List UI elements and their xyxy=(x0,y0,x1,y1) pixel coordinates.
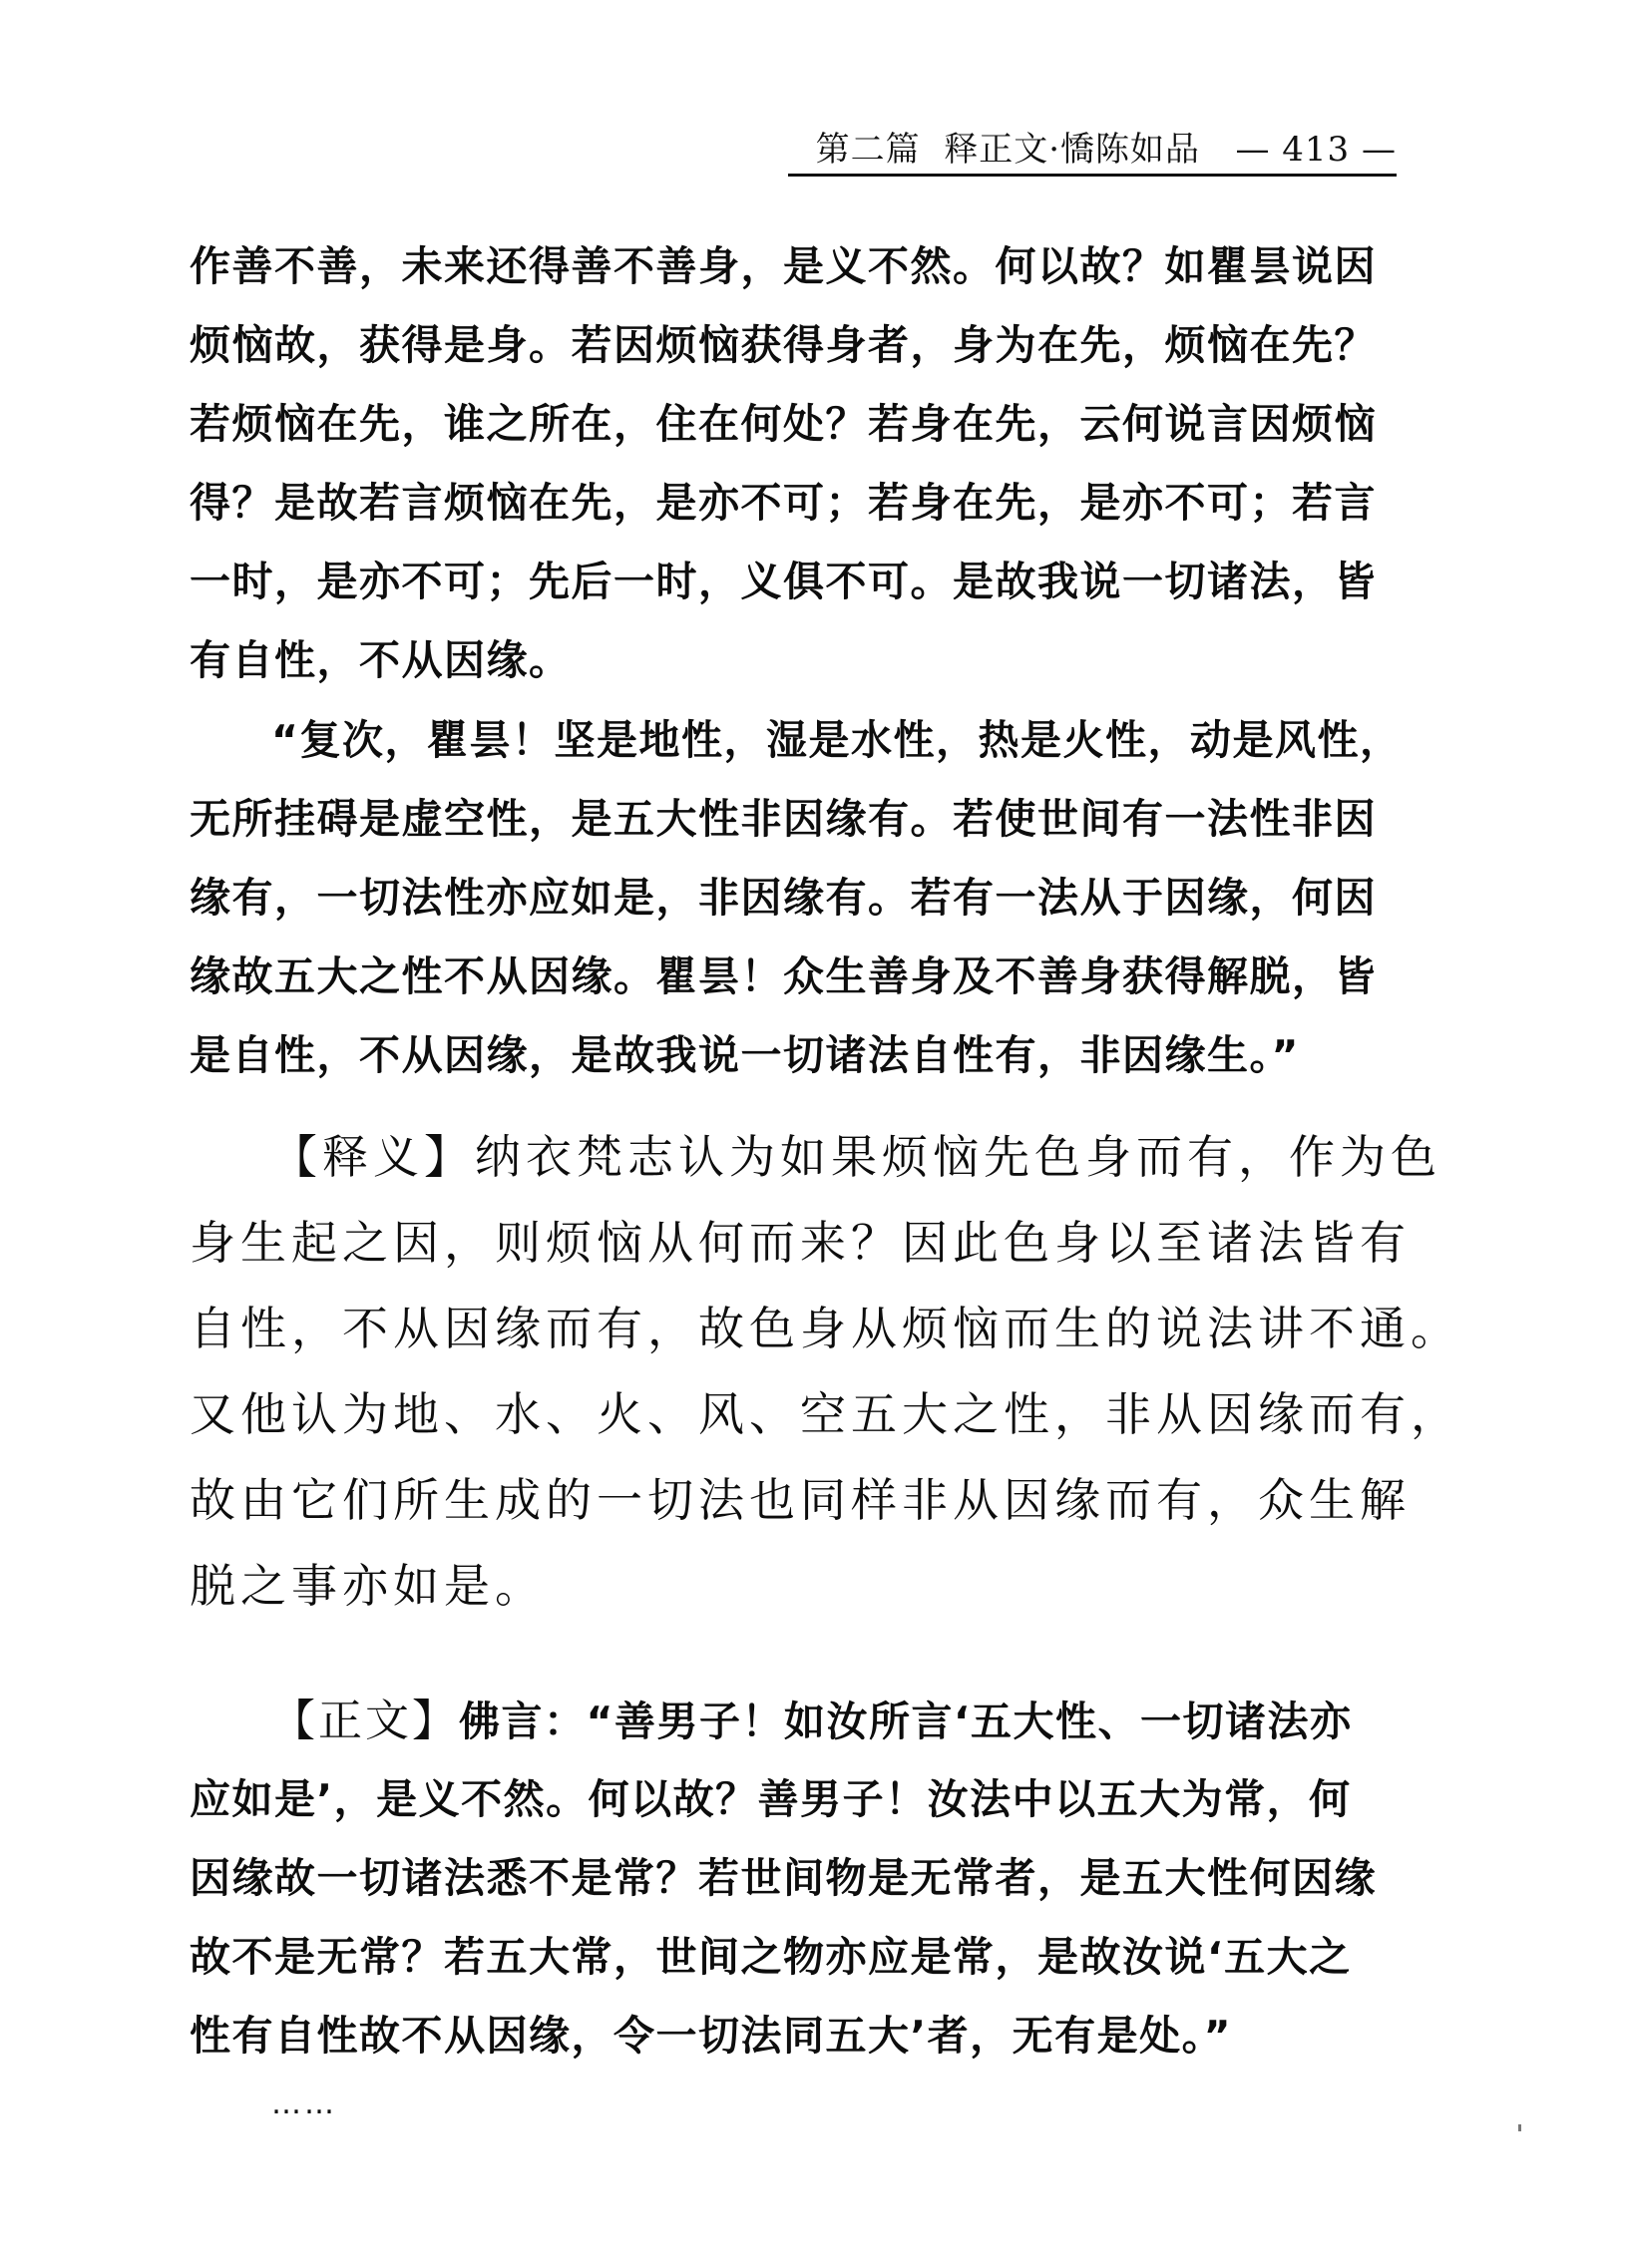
sutra-paragraph-2 xyxy=(190,701,1409,1095)
text-line: 应如是’，是义不然。何以故？善男子！汝法中以五大为常，何 xyxy=(190,1775,1352,1823)
explanation-marker: 【释义】 xyxy=(271,1130,475,1184)
text-line: 故由它们所生成的一切法也同样非从因缘而有，众生解 xyxy=(190,1473,1411,1527)
sutra-paragraph-1 xyxy=(190,227,1409,700)
text-line: 有自性，不从因缘。 xyxy=(190,636,572,684)
text-line: 一时，是亦不可；先后一时，义俱不可。是故我说一切诸法，皆 xyxy=(190,558,1377,605)
page-number: — 413 — xyxy=(1235,130,1397,170)
text-line: 无所挂碍是虚空性，是五大性非因缘有。若使世间有一法性非因 xyxy=(190,795,1377,843)
header-rule xyxy=(788,174,1397,177)
text-line: 自性，不从因缘而有，故色身从烦恼而生的说法讲不通。 xyxy=(190,1302,1461,1355)
text-line: 得？是故若言烦恼在先，是亦不可；若身在先，是亦不可；若言 xyxy=(190,479,1377,527)
text-line: “复次，瞿昙！坚是地性，湿是水性，热是火性，动是风性， xyxy=(271,716,1403,764)
text-line: 缘有，一切法性亦应如是，非因缘有。若有一法从于因缘，何因 xyxy=(190,874,1377,922)
text-line: 脱之事亦如是。 xyxy=(190,1559,546,1613)
main-text-marker: 【正文】 xyxy=(271,1696,459,1746)
scan-speck xyxy=(1518,2124,1521,2131)
text-line: 烦恼故，获得是身。若因烦恼获得身者，身为在先，烦恼在先？ xyxy=(190,321,1377,369)
text-line: 是自性，不从因缘，是故我说一切诸法自性有，非因缘生。” xyxy=(190,1031,1300,1079)
text-line: 作善不善，未来还得善不善身，是义不然。何以故？如瞿昙说因 xyxy=(190,242,1377,290)
header-chapter: 第二篇 xyxy=(815,130,921,170)
ellipsis: …… xyxy=(271,2086,337,2121)
running-header xyxy=(788,118,1397,178)
explanation-first-line: 纳衣梵志认为如果烦恼先色身而有，作为色 xyxy=(475,1130,1441,1184)
explanation-paragraph xyxy=(190,1114,1461,1629)
text-line: 性有自性故不从因缘，令一切法同五大’者，无有是处。” xyxy=(190,2012,1233,2060)
main-text-first-line: 佛言：“善男子！如汝所言‘五大性、一切诸法亦 xyxy=(459,1698,1353,1745)
text-line: 缘故五大之性不从因缘。瞿昙！众生善身及不善身获得解脱，皆 xyxy=(190,952,1377,1000)
text-line: 若烦恼在先，谁之所在，住在何处？若身在先，云何说言因烦恼 xyxy=(190,400,1377,448)
text-line: 身生起之因，则烦恼从何而来？因此色身以至诸法皆有 xyxy=(190,1216,1411,1270)
header-text xyxy=(788,122,1397,171)
text-line xyxy=(190,1114,1441,1200)
header-section: 释正文·憍陈如品 xyxy=(944,130,1201,170)
main-text-paragraph xyxy=(190,1682,1409,2076)
text-line: 因缘故一切诸法悉不是常？若世间物是无常者，是五大性何因缘 xyxy=(190,1854,1377,1902)
text-line: 又他认为地、水、火、风、空五大之性，非从因缘而有， xyxy=(190,1387,1461,1441)
text-line xyxy=(190,1682,1409,1760)
text-line: 故不是无常？若五大常，世间之物亦应是常，是故汝说‘五大之 xyxy=(190,1933,1352,1981)
